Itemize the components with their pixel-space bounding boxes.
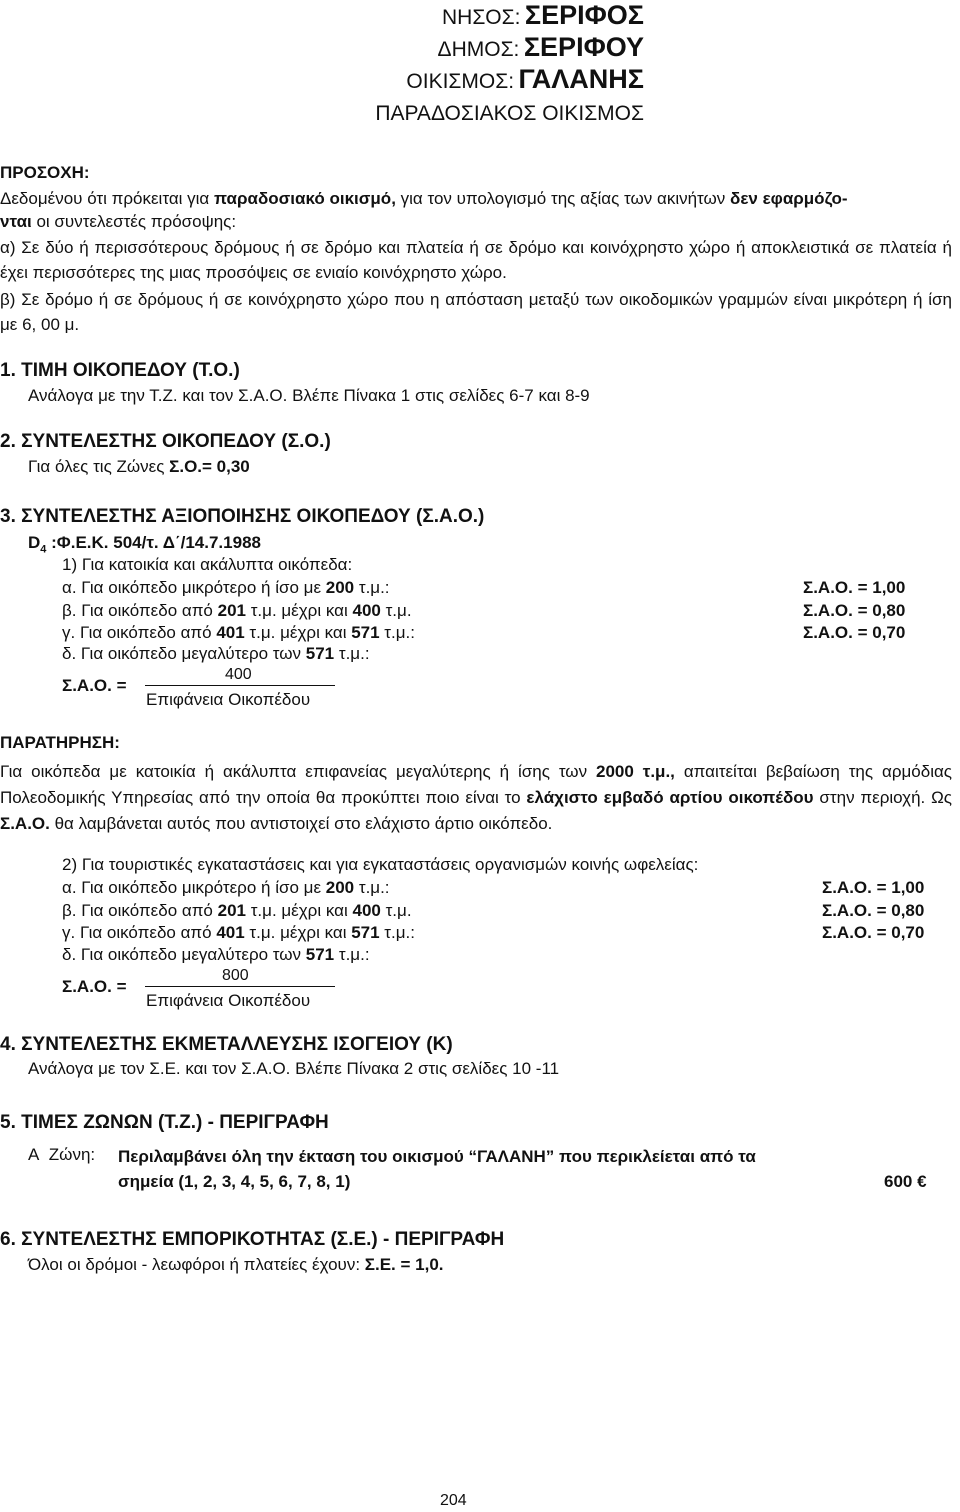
settlement-label: ΟΙΚΙΣΜΟΣ: — [406, 70, 515, 93]
section-6-text: Όλοι οι δρόμοι - λεωφόροι ή πλατείες έχουν: Σ.Ε. = 1,0. — [28, 1255, 444, 1274]
settlement-line — [406, 64, 644, 95]
group-1-title: 1) Για κατοικία και ακάλυπτα οικόπεδα: — [62, 555, 353, 574]
notice-intro: Δεδομένου ότι πρόκειται για παραδοσιακό οικισμό, για τον υπολογισμό της αξίας των ακινήτων δεν εφαρμόζο- νται οι συντελεστές πρόσοψης: — [0, 189, 848, 231]
group-1-value-b: Σ.Α.Ο. = 0,80 — [803, 601, 906, 620]
section-3-title: 3. ΣΥΝΤΕΛΕΣΤΗΣ ΑΞΙΟΠΟΙΗΣΗΣ ΟΙΚΟΠΕΔΟΥ (Σ.Α.Ο.) — [0, 506, 485, 527]
remark-title: ΠΑΡΑΤΗΡΗΣΗ: — [0, 733, 120, 752]
notice-item-b: β) Σε δρόμο ή σε δρόμους ή σε κοινόχρηστο χώρο που η απόσταση μεταξύ των οικοδομικών γραμμών είναι μικρότερη ή ίση με 6, 00 μ. — [0, 290, 952, 334]
formula-2-lhs: Σ.Α.Ο. = — [62, 977, 127, 996]
island-label: ΝΗΣΟΣ: — [441, 6, 521, 29]
group-1-item-a: α. Για οικόπεδο μικρότερο ή ίσο με 200 τ.μ.: — [62, 578, 390, 597]
zone-price: 600 € — [884, 1172, 927, 1191]
zone-label: Α Ζώνη: — [28, 1145, 96, 1164]
settlement-type: ΠΑΡΑΔΟΣΙΑΚΟΣ ΟΙΚΙΣΜΟΣ — [375, 102, 644, 125]
formula-1-lhs: Σ.Α.Ο. = — [62, 676, 127, 695]
group-1-value-c: Σ.Α.Ο. = 0,70 — [803, 623, 906, 642]
group-2-value-c: Σ.Α.Ο. = 0,70 — [822, 923, 925, 942]
municipality-line — [438, 32, 644, 63]
municipality-label: ΔΗΜΟΣ: — [437, 38, 520, 61]
settlement-value: ΓΑΛΑΝΗΣ — [518, 64, 644, 94]
section-1-text: Ανάλογα με την Τ.Ζ. και τον Σ.Α.Ο. Βλέπε Πίνακα 1 στις σελίδες 6-7 και 8-9 — [28, 386, 590, 405]
group-1-item-d: δ. Για οικόπεδο μεγαλύτερο των 571 τ.μ.: — [62, 644, 370, 663]
island-value: ΣΕΡΙΦΟΣ — [524, 0, 644, 30]
group-2-item-a: α. Για οικόπεδο μικρότερο ή ίσο με 200 τ.μ.: — [62, 878, 390, 897]
section-2-title: 2. ΣΥΝΤΕΛΕΣΤΗΣ ΟΙΚΟΠΕΔΟΥ (Σ.Ο.) — [0, 431, 331, 452]
section-5-title: 5. ΤΙΜΕΣ ΖΩΝΩΝ (Τ.Ζ.) - ΠΕΡΙΓΡΑΦΗ — [0, 1112, 329, 1133]
group-1-item-b: β. Για οικόπεδο από 201 τ.μ. μέχρι και 400 τ.μ. — [62, 601, 412, 620]
group-1-value-a: Σ.Α.Ο. = 1,00 — [803, 578, 906, 597]
section-4-title: 4. ΣΥΝΤΕΛΕΣΤΗΣ ΕΚΜΕΤΑΛΛΕΥΣΗΣ ΙΣΟΓΕΙΟΥ (Κ) — [0, 1034, 453, 1055]
group-2-value-b: Σ.Α.Ο. = 0,80 — [822, 901, 925, 920]
section-3-reference: $D_4$ :Φ.Ε.Κ. 504/τ. Δ΄/14.7.1988 — [28, 533, 261, 556]
section-6-title: 6. ΣΥΝΤΕΛΕΣΤΗΣ ΕΜΠΟΡΙΚΟΤΗΤΑΣ (Σ.Ε.) - ΠΕΡΙΓΡΑΦΗ — [0, 1229, 505, 1250]
section-4-text: Ανάλογα με τον Σ.Ε. και τον Σ.Α.Ο. Βλέπε Πίνακα 2 στις σελίδες 10 -11 — [28, 1059, 560, 1078]
group-2-value-a: Σ.Α.Ο. = 1,00 — [822, 878, 925, 897]
group-2-title: 2) Για τουριστικές εγκαταστάσεις και για εγκαταστάσεις οργανισμών κοινής ωφελείας: — [62, 855, 699, 874]
zone-description-line-1: Περιλαμβάνει όλη την έκταση του οικισμού “ΓΑΛΑΝΗ” που περικλείεται από τα — [118, 1147, 756, 1166]
formula-1-denominator: Επιφάνεια Οικοπέδου — [146, 690, 311, 709]
formula-2-denominator: Επιφάνεια Οικοπέδου — [146, 991, 311, 1010]
notice-title: ΠΡΟΣΟΧΗ: — [0, 163, 90, 182]
group-2-item-b: β. Για οικόπεδο από 201 τ.μ. μέχρι και 400 τ.μ. — [62, 901, 412, 920]
zone-description-line-2: σημεία (1, 2, 3, 4, 5, 6, 7, 8, 1) — [118, 1172, 351, 1191]
formula-1-numerator: 400 — [225, 666, 252, 683]
formula-2-fraction-line — [145, 986, 335, 987]
notice-item-a: α) Σε δύο ή περισσότερους δρόμους ή σε δρόμο και πλατεία ή σε δρόμο και κοινόχρηστο χώρο ή αποκλειστικά σε πλατεία ή έχει περισσότερες της μιας προσόψεις σε ενιαίο κοινόχρηστο χώρο. — [0, 238, 952, 282]
group-1-item-c: γ. Για οικόπεδο από 401 τ.μ. μέχρι και 571 τ.μ.: — [62, 623, 415, 642]
page-number: 204 — [440, 1492, 467, 1509]
group-2-item-d: δ. Για οικόπεδο μεγαλύτερο των 571 τ.μ.: — [62, 945, 370, 964]
remark-text: Για οικόπεδα με κατοικία ή ακάλυπτα επιφανείας μεγαλύτερης ή ίσης των 2000 τ.μ., απαιτείται βεβαίωση της αρμόδιας Πολεοδομικής Υπηρεσίας από την οποία θα προκύπτει ποιο είναι το ελάχιστο εμβαδό αρτίου οικοπέδου στην περιοχή. Ως Σ.Α.Ο. θα λαμβάνεται αυτός που αντιστοιχεί στο ελάχιστο άρτιο οικόπεδο. — [0, 762, 953, 833]
island-line — [442, 0, 644, 31]
formula-2-numerator: 800 — [222, 967, 249, 984]
group-2-item-c: γ. Για οικόπεδο από 401 τ.μ. μέχρι και 571 τ.μ.: — [62, 923, 415, 942]
municipality-value: ΣΕΡΙΦΟΥ — [523, 32, 644, 62]
section-1-title: 1. ΤΙΜΗ ΟΙΚΟΠΕΔΟΥ (Τ.Ο.) — [0, 360, 240, 381]
section-2-text: Για όλες τις Ζώνες Σ.Ο.= 0,30 — [28, 457, 250, 476]
formula-1-fraction-line — [145, 685, 335, 686]
